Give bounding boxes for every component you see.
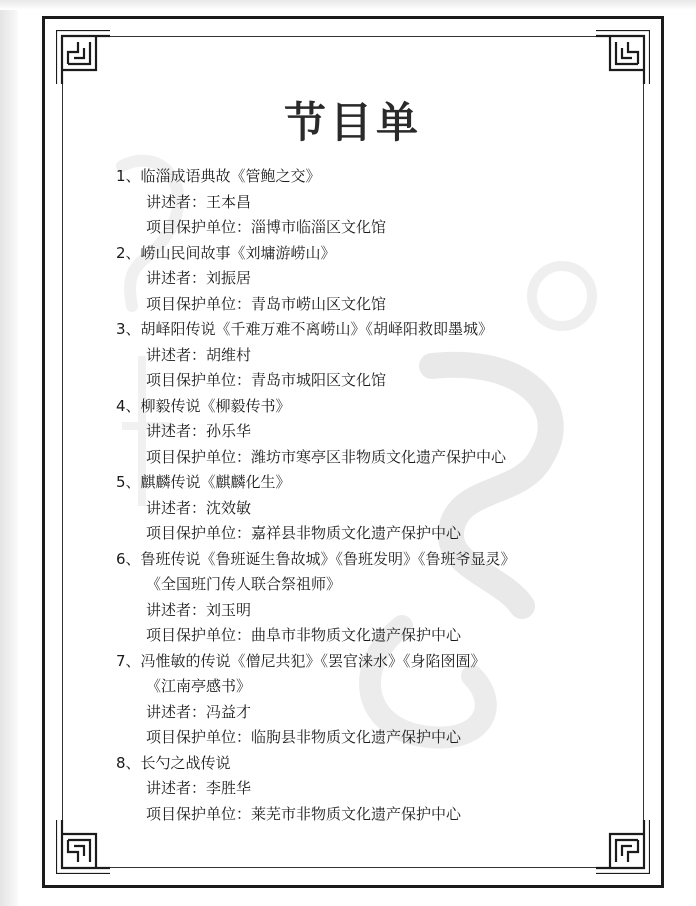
fret-corner-ornament-top-left bbox=[56, 30, 110, 84]
program-narrator: 讲述者：刘玉明 bbox=[146, 600, 252, 619]
program-heading: 4、柳毅传说《柳毅传书》 bbox=[116, 396, 291, 415]
page-title: 节目单 bbox=[283, 98, 422, 147]
program-narrator: 讲述者：李胜华 bbox=[146, 779, 252, 797]
program-protection-unit: 项目保护单位：青岛市崂山区文化馆 bbox=[146, 294, 387, 313]
program-heading: 2、崂山民间故事《刘墉游崂山》 bbox=[116, 243, 336, 262]
program-narrator: 讲述者：刘振居 bbox=[146, 269, 252, 287]
fret-corner-ornament-bottom-left bbox=[56, 820, 110, 874]
program-item bbox=[116, 241, 616, 318]
program-protection-unit: 项目保护单位：潍坊市寒亭区非物质文化遗产保护中心 bbox=[146, 447, 507, 466]
program-protection-unit: 项目保护单位：青岛市城阳区文化馆 bbox=[146, 371, 387, 389]
program-heading: 5、麒麟传说《麒麟化生》 bbox=[116, 473, 291, 491]
program-list bbox=[116, 164, 616, 827]
program-protection-unit: 项目保护单位：临朐县非物质文化遗产保护中心 bbox=[146, 728, 462, 746]
program-narrator: 讲述者：冯益才 bbox=[146, 702, 252, 721]
program-item bbox=[116, 649, 616, 751]
fret-corner-ornament-bottom-right bbox=[596, 820, 650, 874]
program-protection-unit: 项目保护单位：嘉祥县非物质文化遗产保护中心 bbox=[146, 524, 462, 542]
program-item bbox=[116, 751, 616, 828]
program-item bbox=[116, 394, 616, 471]
program-heading: 6、鲁班传说《鲁班诞生鲁故城》《鲁班发明》《鲁班爷显灵》 bbox=[116, 549, 516, 568]
program-heading: 3、胡峄阳传说《千难万难不离崂山》《胡峄阳救即墨城》 bbox=[116, 320, 494, 338]
program-heading: 1、临淄成语典故《管鲍之交》 bbox=[116, 167, 321, 185]
scan-top-shadow bbox=[0, 0, 696, 10]
program-protection-unit: 项目保护单位：淄博市临淄区文化馆 bbox=[146, 218, 387, 236]
program-heading: 7、冯惟敏的传说《僧尼共犯》《罢官涞水》《身陷囹圄》 bbox=[116, 651, 486, 670]
program-heading: 8、长勺之战传说 bbox=[116, 753, 231, 772]
scan-edge-shadow bbox=[0, 0, 18, 906]
program-heading-continuation: 《全国班门传人联合祭祖师》 bbox=[146, 575, 342, 593]
program-item bbox=[116, 317, 616, 394]
program-narrator: 讲述者：孙乐华 bbox=[146, 422, 252, 440]
program-heading-continuation: 《江南亭感书》 bbox=[146, 677, 252, 695]
program-protection-unit: 项目保护单位：曲阜市非物质文化遗产保护中心 bbox=[146, 626, 462, 644]
program-protection-unit: 项目保护单位：莱芜市非物质文化遗产保护中心 bbox=[146, 804, 462, 823]
program-narrator: 讲述者：胡维村 bbox=[146, 345, 252, 364]
program-item bbox=[116, 547, 616, 649]
program-narrator: 讲述者：王本昌 bbox=[146, 192, 252, 211]
program-page bbox=[42, 16, 664, 888]
fret-corner-ornament-top-right bbox=[596, 30, 650, 84]
program-item bbox=[116, 470, 616, 547]
program-item bbox=[116, 164, 616, 241]
program-narrator: 讲述者：沈效敏 bbox=[146, 498, 252, 517]
